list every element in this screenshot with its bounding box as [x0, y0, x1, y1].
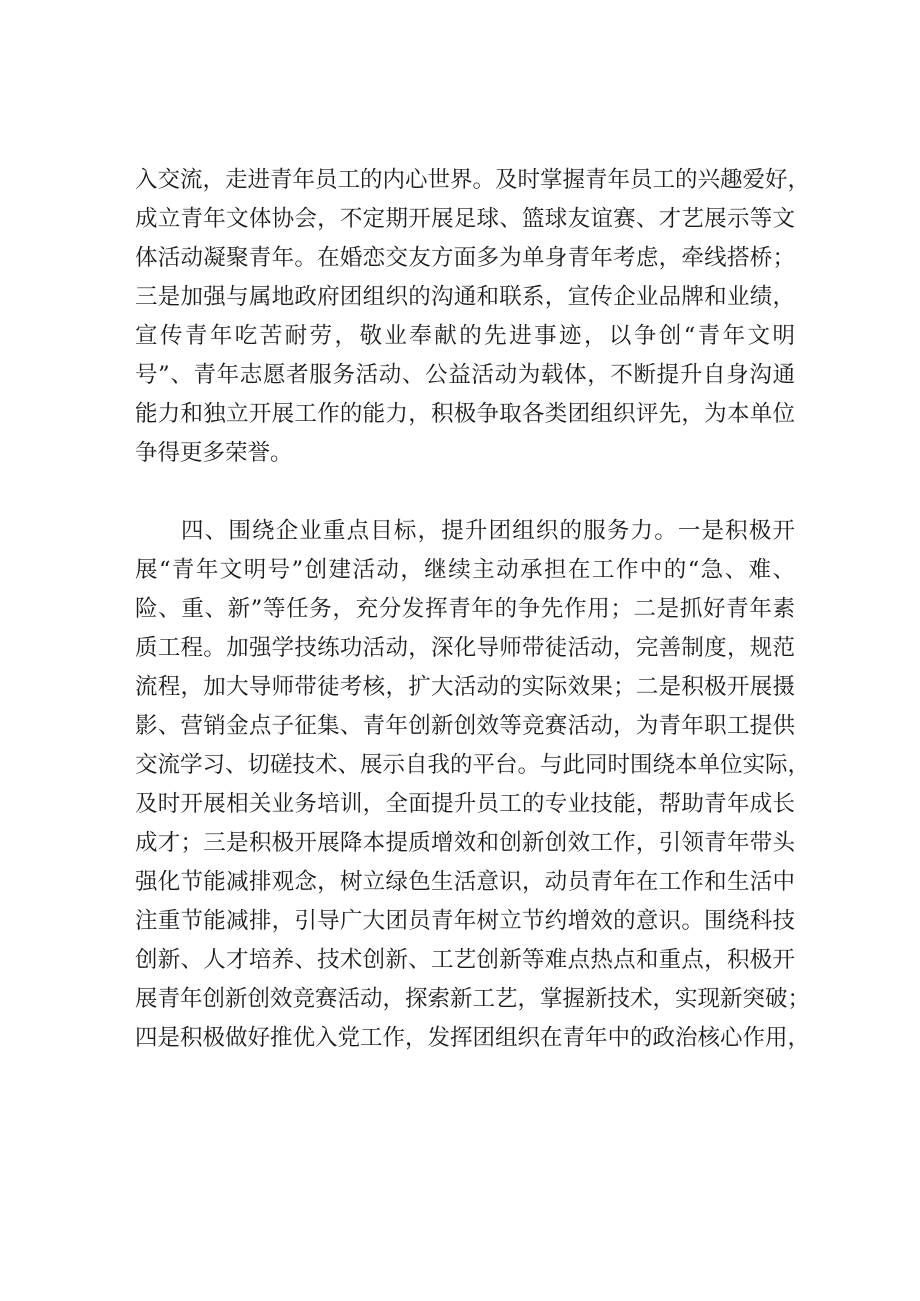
text-line: 争得更多荣誉。 [135, 440, 293, 466]
text-line: 号”、青年志愿者服务活动、公益活动为载体，不断提升自身沟通 [135, 362, 795, 388]
text-line: 三是加强与属地政府团组织的沟通和联系，宣传企业品牌和业绩， [135, 284, 795, 310]
text-line: 宣传青年吃苦耐劳，敬业奉献的先进事迹，以争创“青年文明 [135, 323, 795, 349]
text-line: 交流学习、切磋技术、展示自我的平台。与此同时围绕本单位实际， [135, 752, 811, 778]
text-line: 入交流，走进青年员工的内心世界。及时掌握青年员工的兴趣爱好， [135, 167, 811, 193]
text-line: 强化节能减排观念，树立绿色生活意识，动员青年在工作和生活中 [135, 869, 795, 895]
text-line: 成立青年文体协会，不定期开展足球、篮球友谊赛、才艺展示等文 [135, 206, 795, 232]
text-line: 注重节能减排，引导广大团员青年树立节约增效的意识。围绕科技 [135, 908, 795, 934]
text-line: 质工程。加强学技练功活动，深化导师带徒活动，完善制度，规范 [135, 635, 795, 661]
text-line: 成才；三是积极开展降本提质增效和创新创效工作，引领青年带头 [135, 830, 795, 856]
text-line: 创新、人才培养、技术创新、工艺创新等难点热点和重点，积极开 [135, 947, 795, 973]
text-line: 四、围绕企业重点目标，提升团组织的服务力。一是积极开 [181, 518, 795, 544]
text-line: 四是积极做好推优入党工作，发挥团组织在青年中的政治核心作用， [135, 1025, 811, 1051]
text-line: 及时开展相关业务培训，全面提升员工的专业技能，帮助青年成长 [135, 791, 795, 817]
text-line: 险、重、新”等任务，充分发挥青年的争先作用；二是抓好青年素 [135, 596, 795, 622]
text-line: 流程，加大导师带徒考核，扩大活动的实际效果；二是积极开展摄 [135, 674, 795, 700]
text-line: 展“青年文明号”创建活动，继续主动承担在工作中的“急、难、 [135, 557, 795, 583]
text-line: 影、营销金点子征集、青年创新创效等竞赛活动，为青年职工提供 [135, 713, 795, 739]
text-line: 能力和独立开展工作的能力，积极争取各类团组织评先，为本单位 [135, 401, 795, 427]
text-line: 体活动凝聚青年。在婚恋交友方面多为单身青年考虑，牵线搭桥； [135, 245, 795, 271]
text-line: 展青年创新创效竞赛活动，探索新工艺，掌握新技术，实现新突破； [135, 986, 811, 1012]
